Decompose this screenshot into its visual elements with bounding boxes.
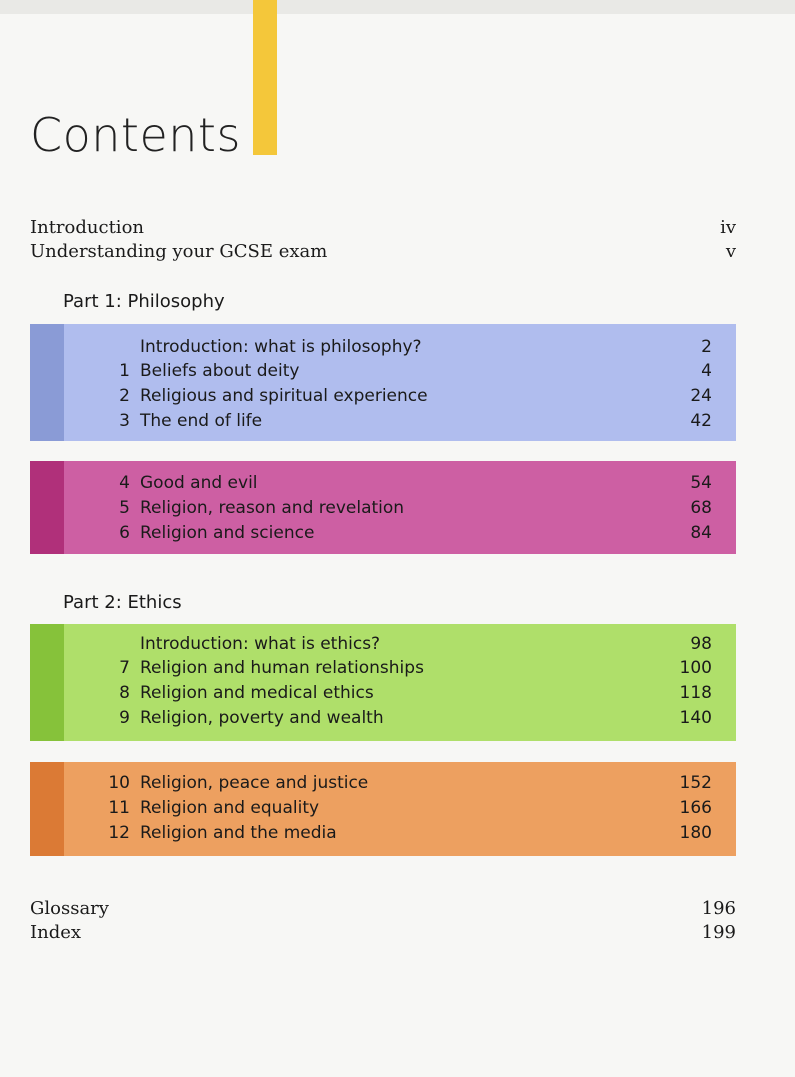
toc-row[interactable] <box>30 706 736 731</box>
toc-row[interactable] <box>30 821 736 846</box>
chapter-number: 4 <box>119 473 130 493</box>
chapter-number: 6 <box>119 523 130 543</box>
chapter-page: 84 <box>690 523 712 543</box>
toc-entry-page: 196 <box>701 898 736 919</box>
chapter-number: 12 <box>108 823 130 843</box>
chapter-page: 166 <box>679 798 712 818</box>
toc-entry-page: 199 <box>701 922 736 943</box>
chapter-band-philosophy-b <box>30 461 736 554</box>
chapter-title: Religious and spiritual experience <box>140 386 428 406</box>
toc-entry-page: v <box>725 241 736 262</box>
chapter-page: 54 <box>690 473 712 493</box>
chapter-number: 10 <box>108 773 130 793</box>
chapter-number: 9 <box>119 708 130 728</box>
chapter-page: 118 <box>679 683 712 703</box>
part-heading-philosophy: Part 1: Philosophy <box>63 291 225 312</box>
chapter-number: 11 <box>108 798 130 818</box>
toc-entry-page: iv <box>720 217 736 238</box>
chapter-title: The end of life <box>140 411 263 431</box>
toc-row[interactable] <box>30 409 736 434</box>
chapter-title: Religion, peace and justice <box>140 773 369 793</box>
chapter-number: 3 <box>119 411 130 431</box>
chapter-number: 7 <box>119 658 130 678</box>
chapter-title: Religion and equality <box>140 798 320 818</box>
chapter-page: 4 <box>701 361 712 381</box>
chapter-title: Introduction: what is philosophy? <box>140 337 422 357</box>
toc-entry-understanding-exam[interactable] <box>30 240 736 264</box>
toc-row[interactable] <box>30 632 736 657</box>
chapter-title: Religion and medical ethics <box>140 683 374 703</box>
chapter-title: Introduction: what is ethics? <box>140 634 381 654</box>
toc-row[interactable] <box>30 656 736 681</box>
chapter-page: 98 <box>690 634 712 654</box>
toc-entry-label: Understanding your GCSE exam <box>30 241 328 262</box>
chapter-title: Religion, poverty and wealth <box>140 708 384 728</box>
toc-entry-glossary[interactable] <box>30 897 736 921</box>
chapter-title: Good and evil <box>140 473 258 493</box>
toc-row[interactable] <box>30 471 736 496</box>
chapter-number: 5 <box>119 498 130 518</box>
chapter-title: Religion, reason and revelation <box>140 498 405 518</box>
chapter-number: 8 <box>119 683 130 703</box>
toc-entry-label: Index <box>30 922 82 943</box>
chapter-page: 24 <box>690 386 712 406</box>
chapter-page: 180 <box>679 823 712 843</box>
chapter-page: 42 <box>690 411 712 431</box>
toc-row[interactable] <box>30 335 736 360</box>
toc-row[interactable] <box>30 384 736 409</box>
chapter-title: Religion and science <box>140 523 315 543</box>
chapter-number: 1 <box>119 361 130 381</box>
chapter-title: Religion and human relationships <box>140 658 424 678</box>
toc-row[interactable] <box>30 771 736 796</box>
chapter-page: 2 <box>701 337 712 357</box>
chapter-band-ethics-a <box>30 624 736 741</box>
chapter-page: 152 <box>679 773 712 793</box>
chapter-number: 2 <box>119 386 130 406</box>
part-heading-ethics: Part 2: Ethics <box>63 592 182 613</box>
toc-entry-label: Introduction <box>30 217 144 238</box>
toc-entry-introduction[interactable] <box>30 216 736 240</box>
yellow-tab-marker <box>253 0 277 155</box>
chapter-title: Beliefs about deity <box>140 361 300 381</box>
page-top-edge <box>0 0 795 14</box>
chapter-band-philosophy-a <box>30 324 736 441</box>
chapter-title: Religion and the media <box>140 823 337 843</box>
chapter-band-ethics-b <box>30 762 736 856</box>
toc-row[interactable] <box>30 496 736 521</box>
toc-row[interactable] <box>30 359 736 384</box>
chapter-page: 68 <box>690 498 712 518</box>
chapter-page: 140 <box>679 708 712 728</box>
page-title: Contents <box>30 108 241 162</box>
toc-row[interactable] <box>30 796 736 821</box>
toc-entry-index[interactable] <box>30 921 736 945</box>
toc-row[interactable] <box>30 521 736 546</box>
toc-row[interactable] <box>30 681 736 706</box>
toc-entry-label: Glossary <box>30 898 109 919</box>
chapter-page: 100 <box>679 658 712 678</box>
